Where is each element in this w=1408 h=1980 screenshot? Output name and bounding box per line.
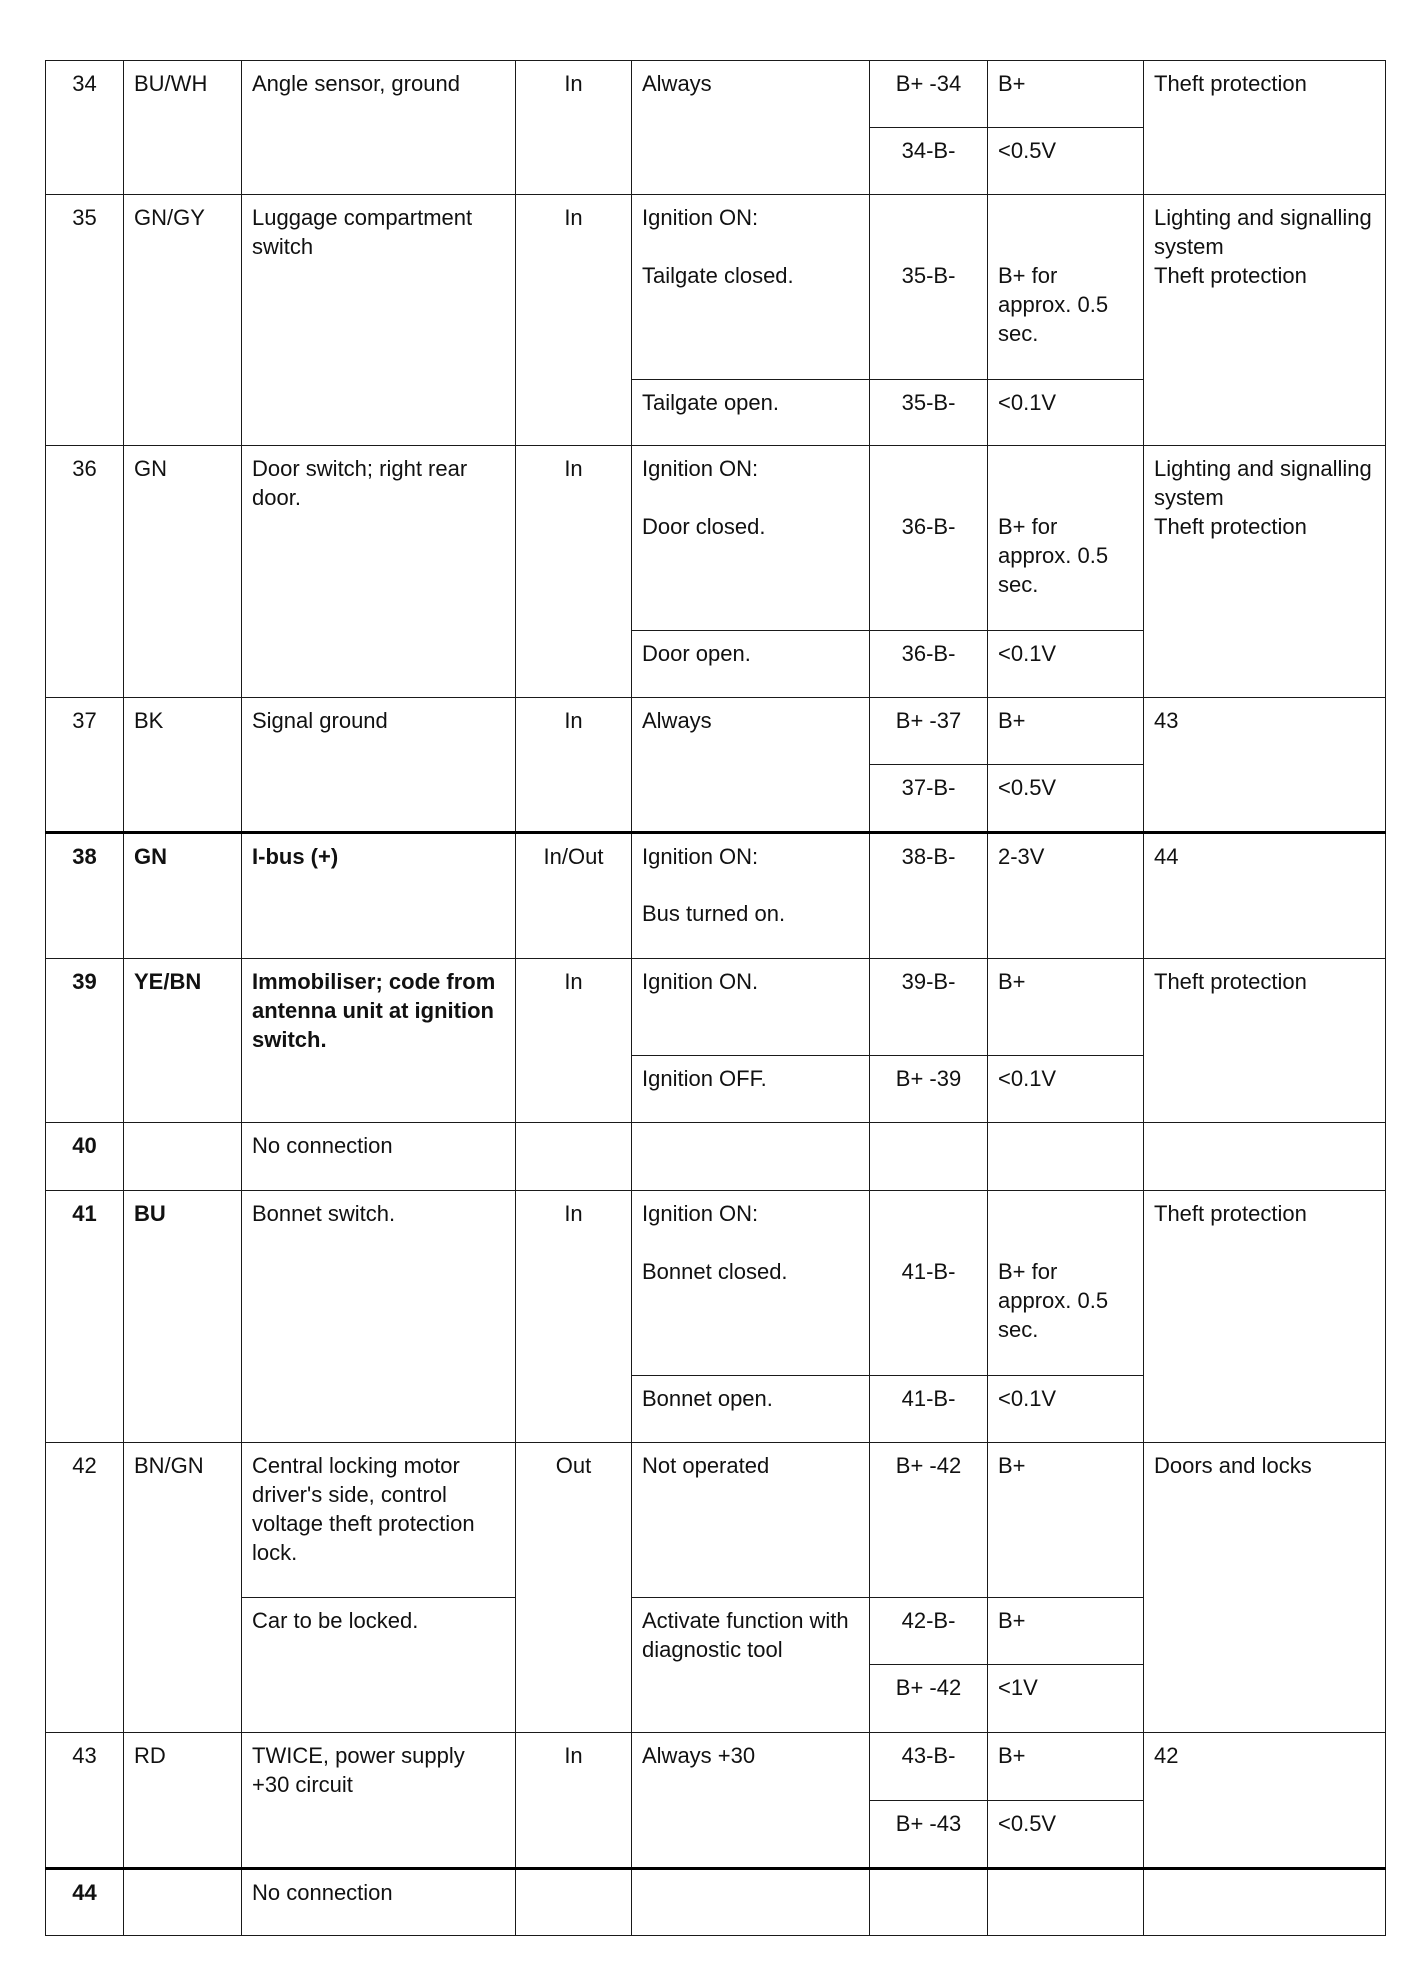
description: Bonnet switch. (242, 1191, 516, 1443)
condition: Tailgate open. (632, 380, 870, 446)
measure-points: 38-B- (870, 833, 988, 959)
direction: In (516, 195, 632, 446)
condition-line: Bus turned on. (642, 901, 786, 926)
table-row (46, 1733, 1386, 1801)
value-text: B+ for approx. 0.5 sec. (998, 263, 1109, 346)
value (988, 195, 1144, 380)
condition: Always (632, 698, 870, 833)
wire-color: YE/BN (124, 959, 242, 1123)
direction: In (516, 446, 632, 698)
description: Immobiliser; code from antenna unit at ignition switch. (242, 959, 516, 1123)
wire-color: BK (124, 698, 242, 833)
description: Luggage compartment switch (242, 195, 516, 446)
condition: Not operated (632, 1443, 870, 1598)
measure-points: B+ -39 (870, 1056, 988, 1123)
condition (632, 1869, 870, 1936)
value: B+ (988, 61, 1144, 128)
value (988, 446, 1144, 631)
wire-color: BN/GN (124, 1443, 242, 1733)
value: B+ (988, 1443, 1144, 1598)
measure-points: B+ -42 (870, 1443, 988, 1598)
pin-table (45, 60, 1386, 1936)
reference (1144, 1869, 1386, 1936)
reference-line: Theft protection (1154, 514, 1307, 539)
measure-points: 39-B- (870, 959, 988, 1056)
direction: In/Out (516, 833, 632, 959)
table-row (46, 1191, 1386, 1376)
reference: Theft protection (1144, 959, 1386, 1123)
value: B+ (988, 1598, 1144, 1665)
measure-points: 35-B- (870, 380, 988, 446)
table-row (46, 195, 1386, 380)
condition-line: Ignition ON: (642, 456, 759, 481)
reference: 44 (1144, 833, 1386, 959)
condition-line: Ignition ON: (642, 844, 759, 869)
reference (1144, 446, 1386, 698)
condition (632, 833, 870, 959)
pin-number: 36 (46, 446, 124, 698)
measure-points: 36-B- (870, 631, 988, 698)
pin-number: 37 (46, 698, 124, 833)
measure-points: 37-B- (870, 765, 988, 833)
measure-points (870, 1869, 988, 1936)
pin-number: 43 (46, 1733, 124, 1869)
table-row (46, 1123, 1386, 1191)
value (988, 1191, 1144, 1376)
measure-points (870, 1191, 988, 1376)
value-text: B+ for approx. 0.5 sec. (998, 1259, 1109, 1342)
value: <0.5V (988, 765, 1144, 833)
measure-points (870, 446, 988, 631)
condition: Always +30 (632, 1733, 870, 1869)
reference-line: Lighting and signalling system (1154, 456, 1372, 510)
measure-points: B+ -42 (870, 1665, 988, 1733)
value: <0.1V (988, 380, 1144, 446)
table-row (46, 959, 1386, 1056)
value: <1V (988, 1665, 1144, 1733)
description: No connection (242, 1869, 516, 1936)
direction: Out (516, 1443, 632, 1733)
measure-points: 42-B- (870, 1598, 988, 1665)
condition-line: Tailgate closed. (642, 263, 794, 288)
measure-points: B+ -43 (870, 1801, 988, 1869)
description: Car to be locked. (242, 1598, 516, 1733)
pin-number: 42 (46, 1443, 124, 1733)
value: <0.1V (988, 631, 1144, 698)
condition: Always (632, 61, 870, 195)
condition-line: Bonnet closed. (642, 1259, 788, 1284)
measure-points: 34-B- (870, 128, 988, 195)
description: No connection (242, 1123, 516, 1191)
reference-line: Lighting and signalling system (1154, 205, 1372, 259)
wire-color: GN/GY (124, 195, 242, 446)
reference (1144, 195, 1386, 446)
pin-number: 44 (46, 1869, 124, 1936)
direction: In (516, 61, 632, 195)
value: <0.5V (988, 1801, 1144, 1869)
value: B+ (988, 959, 1144, 1056)
table-row (46, 1443, 1386, 1598)
reference-line: Theft protection (1154, 263, 1307, 288)
reference: Doors and locks (1144, 1443, 1386, 1733)
pin-number: 34 (46, 61, 124, 195)
value: <0.5V (988, 128, 1144, 195)
direction (516, 1869, 632, 1936)
measure-points: 41-B- (870, 1376, 988, 1443)
wire-color: BU (124, 1191, 242, 1443)
measure-points (870, 1123, 988, 1191)
description: I-bus (+) (242, 833, 516, 959)
pin-number: 41 (46, 1191, 124, 1443)
table-row (46, 833, 1386, 959)
condition (632, 1191, 870, 1376)
wire-color: GN (124, 446, 242, 698)
wire-color (124, 1869, 242, 1936)
value: <0.1V (988, 1056, 1144, 1123)
direction: In (516, 1733, 632, 1869)
value (988, 1869, 1144, 1936)
condition: Ignition OFF. (632, 1056, 870, 1123)
direction: In (516, 959, 632, 1123)
measure-points (870, 195, 988, 380)
measure-points: B+ -37 (870, 698, 988, 765)
wire-color: RD (124, 1733, 242, 1869)
description: TWICE, power supply +30 circuit (242, 1733, 516, 1869)
measure-points: 43-B- (870, 1733, 988, 1801)
pin-number: 35 (46, 195, 124, 446)
condition: Activate function with diagnostic tool (632, 1598, 870, 1733)
pin-number: 40 (46, 1123, 124, 1191)
table-row (46, 446, 1386, 631)
description: Door switch; right rear door. (242, 446, 516, 698)
pin-number: 38 (46, 833, 124, 959)
reference: 43 (1144, 698, 1386, 833)
value (988, 1123, 1144, 1191)
measure-points: B+ -34 (870, 61, 988, 128)
value-text: B+ for approx. 0.5 sec. (998, 514, 1109, 597)
measure-points-text: 35-B- (901, 263, 956, 288)
condition-line: Door closed. (642, 514, 766, 539)
table-row (46, 61, 1386, 128)
reference: Theft protection (1144, 61, 1386, 195)
value: B+ (988, 698, 1144, 765)
description: Signal ground (242, 698, 516, 833)
value: 2-3V (988, 833, 1144, 959)
reference: Theft protection (1144, 1191, 1386, 1443)
condition-line: Ignition ON: (642, 1201, 759, 1226)
description: Angle sensor, ground (242, 61, 516, 195)
condition: Bonnet open. (632, 1376, 870, 1443)
reference (1144, 1123, 1386, 1191)
value: <0.1V (988, 1376, 1144, 1443)
wire-color: BU/WH (124, 61, 242, 195)
description: Central locking motor driver's side, control voltage theft protection lock. (242, 1443, 516, 1598)
pin-number: 39 (46, 959, 124, 1123)
measure-points-text: 41-B- (901, 1259, 956, 1284)
measure-points-text: 36-B- (901, 514, 956, 539)
wire-color: GN (124, 833, 242, 959)
value: B+ (988, 1733, 1144, 1801)
condition (632, 446, 870, 631)
condition (632, 195, 870, 380)
condition-line: Ignition ON: (642, 205, 759, 230)
table-row (46, 698, 1386, 765)
wire-color (124, 1123, 242, 1191)
table-row (46, 1869, 1386, 1936)
condition: Door open. (632, 631, 870, 698)
condition (632, 1123, 870, 1191)
reference: 42 (1144, 1733, 1386, 1869)
direction: In (516, 1191, 632, 1443)
condition: Ignition ON. (632, 959, 870, 1056)
direction (516, 1123, 632, 1191)
direction: In (516, 698, 632, 833)
